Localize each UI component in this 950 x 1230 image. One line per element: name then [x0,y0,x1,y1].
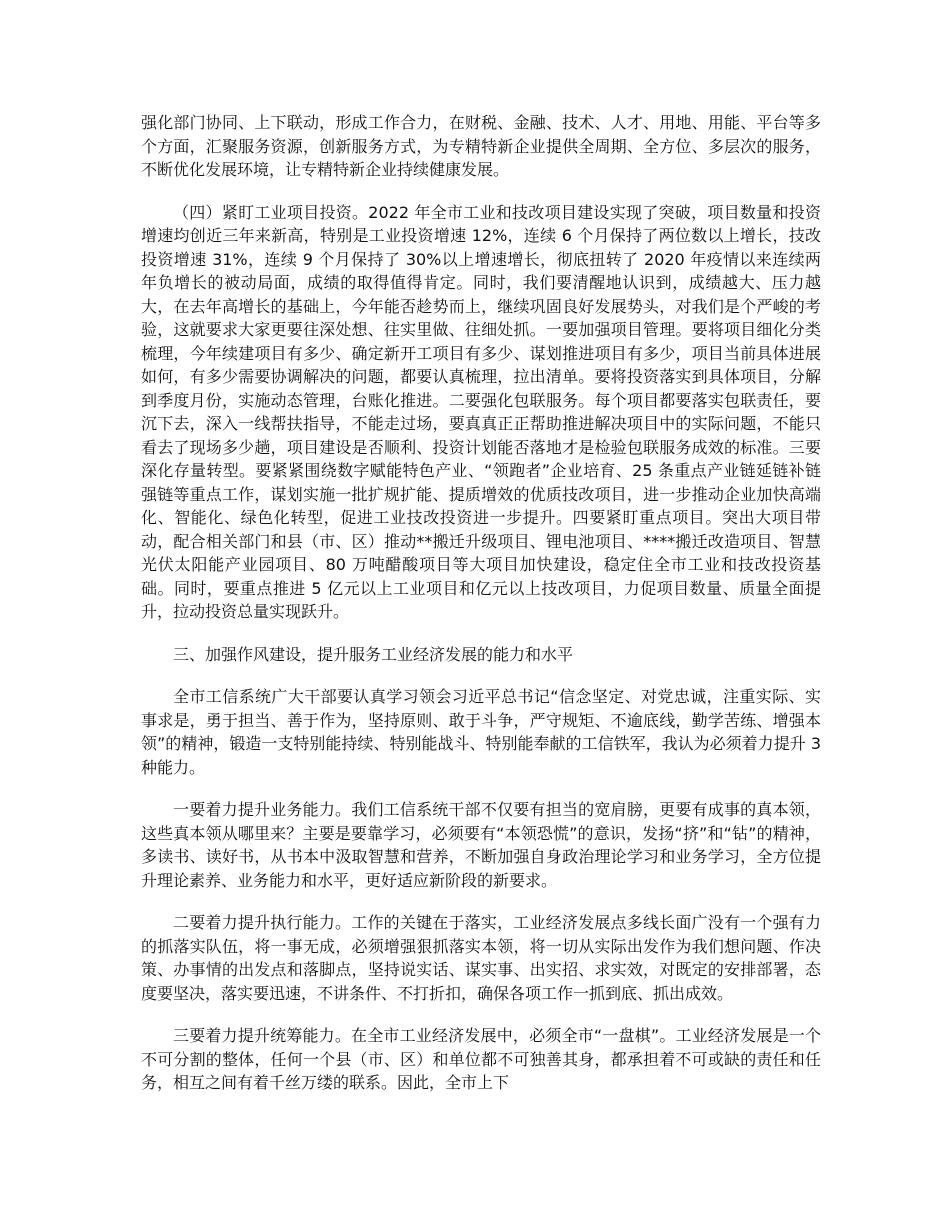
paragraph-2: （四）紧盯工业项目投资。2022 年全市工业和技改项目建设实现了突破，项目数量和投资增速均创近三年来新高，特别是工业投资增速 12%，连续 6 个月保持了两位数以上增长，技改投资增速 31%，连续 9 个月保持了 30%以上增速增长，彻底扭转了 2020 年疫情以来连续两年负增长的被动局面，成绩的取得值得肯定。同时，我们要清醒地认识到，成绩越大、压力越大，在去年高增长的基础上，今年能否趁势而上，继续巩固良好发展势头，对我们是个严峻的考验，这就要求大家更要往深处想、往实里做、往细处抓。一要加强项目管理。要将项目细化分类梳理，今年续建项目有多少、确定新开工项目有多少、谋划推进项目有多少，项目当前具体进展如何，有多少需要协调解决的问题，都要认真梳理，拉出清单。要将投资落实到具体项目，分解到季度月份，实施动态管理，台账化推进。二要强化包联服务。每个项目都要落实包联责任，要沉下去，深入一线帮扶指导，不能走过场，要真真正正帮助推进解决项目中的实际问题，不能只看去了现场多少趟，项目建设是否顺利、投资计划能否落地才是检验包联服务成效的标准。三要深化存量转型。要紧紧围绕数字赋能特色产业、“领跑者”企业培育、25 条重点产业链延链补链强链等重点工作，谋划实施一批扩规扩能、提质增效的优质技改项目，进一步推动企业加快高端化、智能化、绿色化转型，促进工业技改投资进一步提升。四要紧盯重点项目。突出大项目带动，配合相关部门和县（市、区）推动**搬迁升级项目、锂电池项目、****搬迁改造项目、智慧光伏太阳能产业园项目、80 万吨醋酸项目等大项目加快建设，稳定住全市工业和技改投资基础。同时，要重点推进 5 亿元以上工业项目和亿元以上技改项目，力促项目数量、质量全面提升，拉动投资总量实现跃升。 [141,202,821,621]
document-body [141,111,821,1114]
paragraph-7: 三要着力提升统筹能力。在全市工业经济发展中，必须全市“一盘棋”。工业经济发展是一个不可分割的整体，任何一个县（市、区）和单位都不可独善其身，都承担着不可或缺的责任和任务，相互之间有着千丝万缕的联系。因此，全市上下 [141,1026,821,1092]
paragraph-6: 二要着力提升执行能力。工作的关键在于落实，工业经济发展点多线长面广没有一个强有力的抓落实队伍，将一事无成，必须增强狠抓落实本领，将一切从实际出发作为我们想问题、作决策、办事情的出发点和落脚点，坚持说实话、谋实事、出实招、求实效，对既定的安排部署，态度要坚决，落实要迅速，不讲条件、不打折扣，确保各项工作一抓到底、抓出成效。 [141,913,821,1003]
section-heading-3: 三、加强作风建设，提升服务工业经济发展的能力和水平 [173,644,574,664]
paragraph-5: 一要着力提升业务能力。我们工信系统干部不仅要有担当的宽肩膀，更要有成事的真本领，这些真本领从哪里来？主要是要靠学习，必须要有“本领恐慌”的意识，发扬“挤”和“钻”的精神，多读书、读好书，从书本中汲取智慧和营养，不断加强自身政治理论学习和业务学习，全方位提升理论素养、业务能力和水平，更好适应新阶段的新要求。 [141,800,821,890]
paragraph-1: 强化部门协同、上下联动，形成工作合力，在财税、金融、技术、人才、用地、用能、平台等多个方面，汇聚服务资源，创新服务方式，为专精特新企业提供全周期、全方位、多层次的服务，不断优化发展环境，让专精特新企业持续健康发展。 [141,113,821,179]
paragraph-4: 全市工信系统广大干部要认真学习领会习近平总书记“信念坚定、对党忠诚，注重实际、实事求是，勇于担当、善于作为，坚持原则、敢于斗争，严守规矩、不逾底线，勤学苦练、增强本领”的精神，锻造一支特别能持续、特别能战斗、特别能奉献的工信铁军，我认为必须着力提升 3 种能力。 [141,687,821,777]
